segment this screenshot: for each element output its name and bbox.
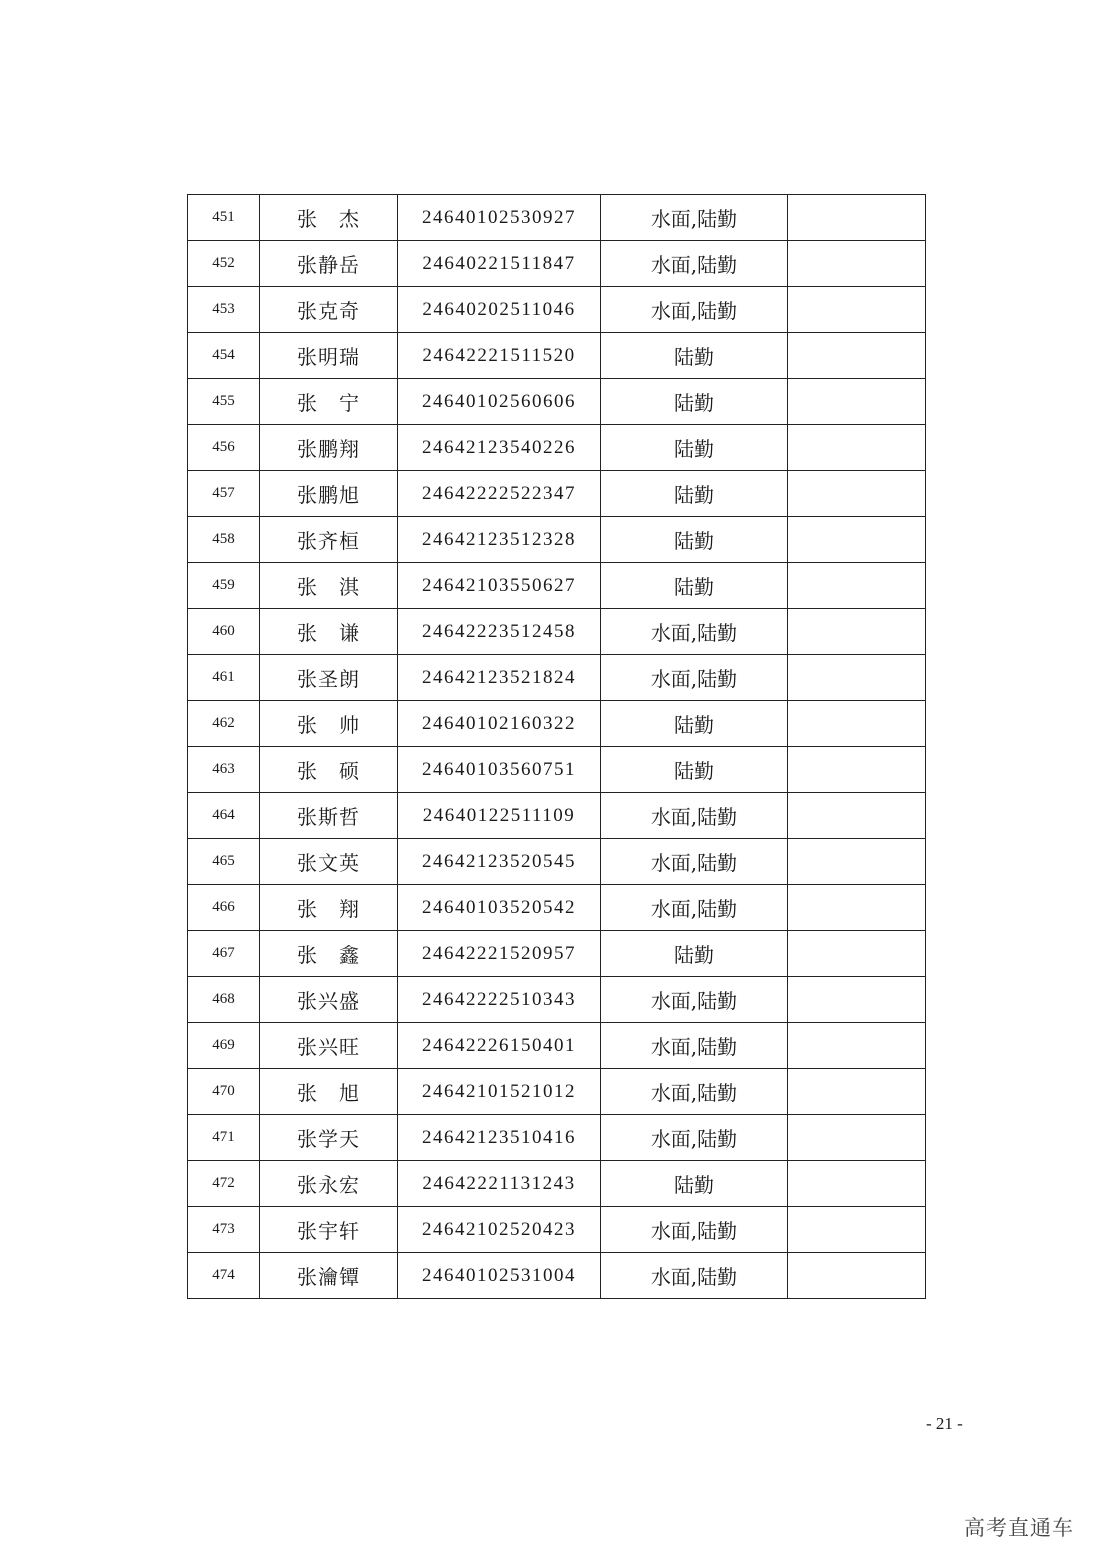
candidate-name-cell: 张 杰 [260,195,398,241]
row-number-cell: 464 [188,793,260,839]
candidate-id-cell: 24640221511847 [398,241,601,287]
note-cell [788,471,926,517]
category-cell: 水面,陆勤 [601,1023,788,1069]
table-row [188,471,926,517]
candidate-id-cell: 24642123512328 [398,517,601,563]
category-cell: 陆勤 [601,425,788,471]
row-number-cell: 453 [188,287,260,333]
row-number-cell: 460 [188,609,260,655]
category-cell: 水面,陆勤 [601,655,788,701]
candidate-id-cell: 24642221511520 [398,333,601,379]
row-number-cell: 459 [188,563,260,609]
candidate-id-cell: 24640122511109 [398,793,601,839]
category-cell: 水面,陆勤 [601,839,788,885]
table-row [188,609,926,655]
candidate-id-cell: 24642222522347 [398,471,601,517]
row-number-cell: 466 [188,885,260,931]
table-row [188,287,926,333]
candidate-name-cell: 张永宏 [260,1161,398,1207]
row-number-cell: 452 [188,241,260,287]
table-row [188,793,926,839]
note-cell [788,1069,926,1115]
candidate-name-cell: 张 谦 [260,609,398,655]
watermark-text: 高考直通车 [964,1516,1074,1540]
table-row [188,379,926,425]
candidate-name-cell: 张文英 [260,839,398,885]
candidate-name-cell: 张兴旺 [260,1023,398,1069]
table-row [188,563,926,609]
candidate-name-cell: 张 旭 [260,1069,398,1115]
candidate-id-cell: 24640103520542 [398,885,601,931]
roster-table [187,194,926,1299]
candidate-name-cell: 张鹏翔 [260,425,398,471]
candidate-name-cell: 张鹏旭 [260,471,398,517]
category-cell: 水面,陆勤 [601,609,788,655]
note-cell [788,1115,926,1161]
note-cell [788,1023,926,1069]
note-cell [788,931,926,977]
candidate-id-cell: 24642223512458 [398,609,601,655]
category-cell: 陆勤 [601,701,788,747]
category-cell: 水面,陆勤 [601,1207,788,1253]
row-number-cell: 454 [188,333,260,379]
table-row [188,977,926,1023]
table-row [188,655,926,701]
note-cell [788,839,926,885]
candidate-name-cell: 张斯哲 [260,793,398,839]
candidate-id-cell: 24640103560751 [398,747,601,793]
note-cell [788,701,926,747]
category-cell: 水面,陆勤 [601,241,788,287]
category-cell: 陆勤 [601,931,788,977]
note-cell [788,1207,926,1253]
category-cell: 水面,陆勤 [601,287,788,333]
candidate-id-cell: 24642123540226 [398,425,601,471]
candidate-id-cell: 24642221520957 [398,931,601,977]
row-number-cell: 467 [188,931,260,977]
candidate-id-cell: 24640102160322 [398,701,601,747]
candidate-name-cell: 张 淇 [260,563,398,609]
row-number-cell: 468 [188,977,260,1023]
note-cell [788,1161,926,1207]
roster-table-body [188,195,926,1299]
candidate-id-cell: 24642101521012 [398,1069,601,1115]
category-cell: 陆勤 [601,471,788,517]
table-row [188,1023,926,1069]
category-cell: 陆勤 [601,333,788,379]
row-number-cell: 461 [188,655,260,701]
candidate-id-cell: 24642102520423 [398,1207,601,1253]
note-cell [788,517,926,563]
candidate-name-cell: 张宇轩 [260,1207,398,1253]
candidate-name-cell: 张瀹镡 [260,1253,398,1299]
category-cell: 陆勤 [601,1161,788,1207]
category-cell: 陆勤 [601,379,788,425]
row-number-cell: 456 [188,425,260,471]
candidate-name-cell: 张 鑫 [260,931,398,977]
candidate-id-cell: 24642123520545 [398,839,601,885]
table-row [188,1253,926,1299]
table-row [188,839,926,885]
candidate-id-cell: 24642123510416 [398,1115,601,1161]
note-cell [788,1253,926,1299]
row-number-cell: 463 [188,747,260,793]
row-number-cell: 451 [188,195,260,241]
candidate-name-cell: 张 宁 [260,379,398,425]
candidate-name-cell: 张 硕 [260,747,398,793]
candidate-name-cell: 张克奇 [260,287,398,333]
candidate-name-cell: 张圣朗 [260,655,398,701]
note-cell [788,425,926,471]
table-row [188,517,926,563]
category-cell: 陆勤 [601,517,788,563]
candidate-name-cell: 张静岳 [260,241,398,287]
note-cell [788,333,926,379]
candidate-name-cell: 张兴盛 [260,977,398,1023]
row-number-cell: 469 [188,1023,260,1069]
note-cell [788,241,926,287]
row-number-cell: 473 [188,1207,260,1253]
table-row [188,1069,926,1115]
candidate-id-cell: 24640102530927 [398,195,601,241]
category-cell: 陆勤 [601,563,788,609]
candidate-id-cell: 24640102560606 [398,379,601,425]
row-number-cell: 455 [188,379,260,425]
category-cell: 水面,陆勤 [601,1253,788,1299]
table-row [188,425,926,471]
row-number-cell: 470 [188,1069,260,1115]
note-cell [788,793,926,839]
table-row [188,195,926,241]
row-number-cell: 462 [188,701,260,747]
table-row [188,333,926,379]
candidate-name-cell: 张 翔 [260,885,398,931]
note-cell [788,747,926,793]
category-cell: 水面,陆勤 [601,885,788,931]
candidate-name-cell: 张 帅 [260,701,398,747]
category-cell: 陆勤 [601,747,788,793]
candidate-name-cell: 张学天 [260,1115,398,1161]
note-cell [788,655,926,701]
note-cell [788,609,926,655]
note-cell [788,379,926,425]
note-cell [788,563,926,609]
candidate-name-cell: 张齐桓 [260,517,398,563]
note-cell [788,885,926,931]
row-number-cell: 471 [188,1115,260,1161]
row-number-cell: 474 [188,1253,260,1299]
candidate-id-cell: 24642221131243 [398,1161,601,1207]
table-row [188,747,926,793]
candidate-id-cell: 24642103550627 [398,563,601,609]
row-number-cell: 458 [188,517,260,563]
table-row [188,885,926,931]
row-number-cell: 457 [188,471,260,517]
table-row [188,1115,926,1161]
candidate-name-cell: 张明瑞 [260,333,398,379]
note-cell [788,195,926,241]
table-row [188,1207,926,1253]
category-cell: 水面,陆勤 [601,793,788,839]
note-cell [788,977,926,1023]
row-number-cell: 472 [188,1161,260,1207]
candidate-id-cell: 24640102531004 [398,1253,601,1299]
category-cell: 水面,陆勤 [601,195,788,241]
note-cell [788,287,926,333]
category-cell: 水面,陆勤 [601,977,788,1023]
candidate-id-cell: 24642222510343 [398,977,601,1023]
candidate-id-cell: 24642123521824 [398,655,601,701]
candidate-id-cell: 24640202511046 [398,287,601,333]
table-row [188,1161,926,1207]
page-number: - 21 - [926,1414,963,1433]
table-row [188,701,926,747]
row-number-cell: 465 [188,839,260,885]
category-cell: 水面,陆勤 [601,1069,788,1115]
candidate-id-cell: 24642226150401 [398,1023,601,1069]
table-row [188,931,926,977]
table-row [188,241,926,287]
category-cell: 水面,陆勤 [601,1115,788,1161]
